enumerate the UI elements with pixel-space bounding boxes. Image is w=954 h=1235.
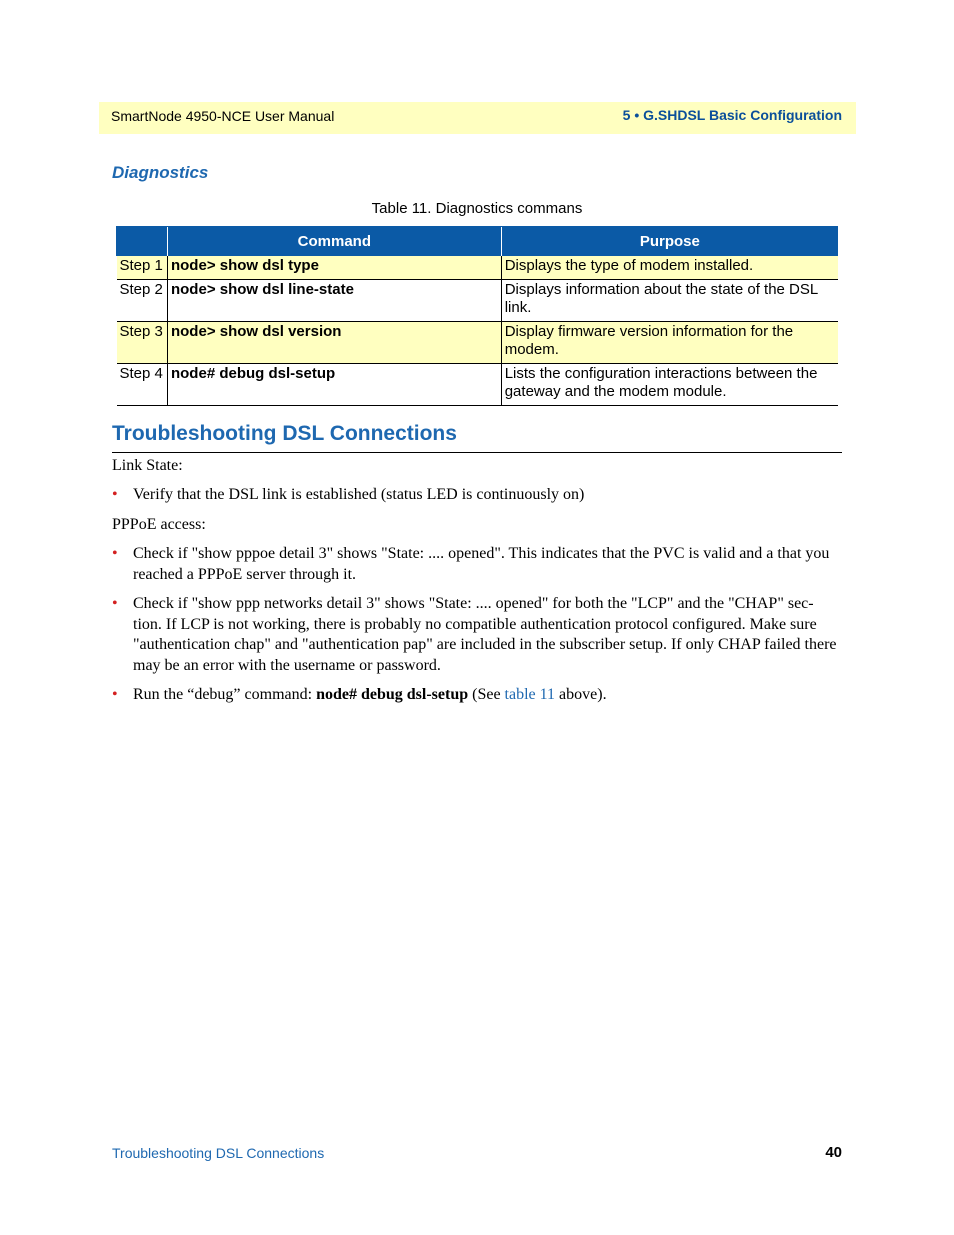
bullet-icon: • — [112, 686, 118, 703]
table-caption: Table 11. Diagnostics commans — [371, 200, 583, 217]
bullet-text — [133, 685, 842, 706]
column-header-step — [117, 227, 168, 257]
purpose-cell: Displays information about the state of the DSL link. — [501, 280, 838, 322]
diagnostics-table — [116, 226, 838, 406]
command-cell: node> show dsl type — [167, 256, 501, 280]
command-cell: node> show dsl version — [167, 322, 501, 364]
debug-see: (See — [468, 686, 505, 703]
debug-prefix: Run the “debug” command: — [133, 686, 317, 703]
chapter-title: 5 • G.SHDSL Basic Configuration — [622, 107, 842, 123]
column-header-command: Command — [167, 227, 501, 257]
list-item — [112, 485, 842, 506]
purpose-cell: Display firmware version information for the modem. — [501, 322, 838, 364]
bullet-text: Check if "show pppoe detail 3" shows "State: .... opened". This indicates that the PVC is valid and a that you reached a PPPoE server through it. — [133, 545, 830, 583]
troubleshooting-heading: Troubleshooting DSL Connections — [112, 422, 457, 445]
bullet-text: Verify that the DSL link is established (status LED is continuously on) — [133, 486, 585, 503]
page-number: 40 — [825, 1144, 842, 1161]
purpose-cell: Lists the configuration interactions between the gateway and the modem module. — [501, 364, 838, 406]
debug-suffix: above). — [555, 686, 607, 703]
diagnostics-heading: Diagnostics — [112, 163, 209, 182]
table-row — [117, 322, 839, 364]
table-header-row — [117, 227, 839, 257]
heading-rule — [112, 452, 842, 453]
table-row — [117, 364, 839, 406]
table-11-link[interactable]: table 11 — [504, 686, 556, 703]
step-cell: Step 1 — [117, 256, 168, 280]
bullet-text: Check if "show ppp networks detail 3" shows "State: .... opened" for both the "LCP" and the "CHAP" sec-tion. If LCP is not working, there is probably no compatible authentication protocol configured. Make sure "authentication chap" and "authentication pap" are included in the subscriber setup. If only CHAP failed there may be an error with the username or password. — [133, 595, 837, 674]
running-header — [99, 102, 856, 134]
list-item — [112, 544, 842, 585]
step-cell: Step 2 — [117, 280, 168, 322]
table-row — [117, 280, 839, 322]
list-item — [112, 594, 842, 676]
bullet-icon: • — [112, 545, 118, 562]
column-header-purpose: Purpose — [501, 227, 838, 257]
footer-section: Troubleshooting DSL Connections — [112, 1145, 325, 1161]
command-cell: node# debug dsl-setup — [167, 364, 501, 406]
debug-command: node# debug dsl-setup — [316, 686, 469, 703]
step-cell: Step 4 — [117, 364, 168, 406]
bullet-icon: • — [112, 595, 118, 612]
table-row — [117, 256, 839, 280]
manual-title: SmartNode 4950-NCE User Manual — [111, 108, 335, 124]
bullet-icon: • — [112, 486, 118, 503]
purpose-cell: Displays the type of modem installed. — [501, 256, 838, 280]
command-cell: node> show dsl line-state — [167, 280, 501, 322]
pppoe-label: PPPoE access: — [112, 516, 206, 533]
link-state-label: Link State: — [112, 457, 183, 474]
step-cell: Step 3 — [117, 322, 168, 364]
list-item — [112, 685, 842, 706]
